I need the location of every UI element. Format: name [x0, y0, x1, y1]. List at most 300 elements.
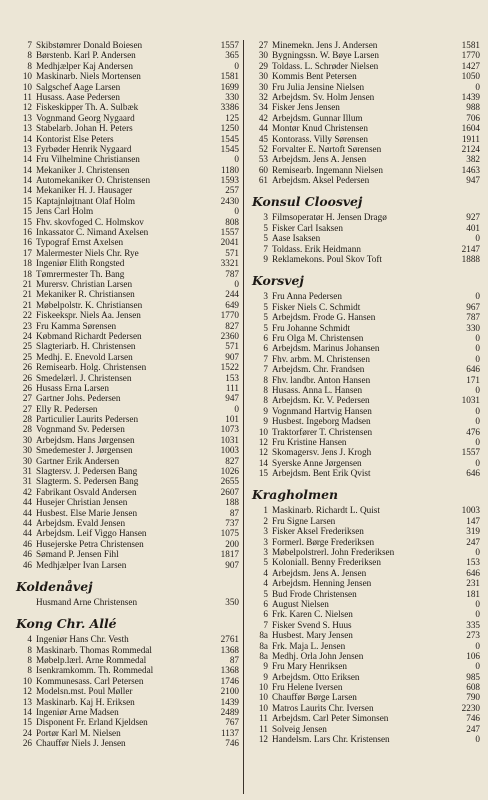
house-number: 23: [22, 320, 32, 331]
resident-name: Arbejdsm. Otto Eriksen: [272, 671, 360, 682]
directory-entry: [252, 437, 480, 447]
assessed-value: 746: [466, 713, 480, 724]
assessed-value: 3321: [220, 258, 239, 269]
assessed-value: 808: [225, 216, 239, 227]
resident-name: Traktorfører T. Christensen: [272, 426, 373, 437]
house-number: 61: [258, 175, 268, 186]
resident-name: Frk. Maja L. Jensen: [272, 640, 346, 651]
house-number: 9: [263, 405, 268, 416]
assessed-value: 0: [475, 343, 480, 354]
right-list-4: [252, 505, 480, 744]
assessed-value: 1817: [220, 549, 239, 560]
assessed-value: 1003: [461, 505, 480, 516]
directory-entry: [16, 424, 239, 434]
resident-name: Fru Julia Jensine Nielsen: [272, 81, 365, 92]
house-number: 14: [22, 154, 32, 165]
assessed-value: 787: [225, 268, 239, 279]
house-number: 7: [263, 364, 268, 375]
house-number: 42: [258, 112, 268, 123]
assessed-value: 247: [466, 536, 480, 547]
house-number: 44: [22, 528, 32, 539]
house-number: 16: [22, 227, 32, 238]
house-number: 26: [22, 738, 32, 749]
directory-entry: [16, 269, 239, 279]
house-number: 8a: [259, 640, 268, 651]
assessed-value: 1250: [220, 123, 239, 134]
resident-name: Typograf Ernst Axelsen: [36, 237, 124, 248]
resident-name: August Nielsen: [272, 598, 329, 609]
directory-entry: [252, 302, 480, 312]
house-number: 25: [22, 351, 32, 362]
assessed-value: 335: [466, 619, 480, 630]
directory-entry: [252, 134, 480, 144]
assessed-value: 2489: [220, 707, 239, 718]
assessed-value: 646: [466, 567, 480, 578]
assessed-value: 1593: [220, 175, 239, 186]
house-number: 46: [22, 538, 32, 549]
assessed-value: 1522: [220, 362, 239, 373]
assessed-value: 1439: [220, 696, 239, 707]
directory-entry: [252, 416, 480, 426]
directory-entry: [252, 144, 480, 154]
house-number: 28: [22, 424, 32, 435]
directory-entry: [252, 589, 480, 599]
directory-entry: [252, 175, 480, 185]
assessed-value: 787: [466, 312, 480, 323]
assessed-value: 1031: [220, 434, 239, 445]
directory-entry: [16, 92, 239, 102]
directory-entry: [16, 102, 239, 112]
assessed-value: 0: [475, 233, 480, 244]
directory-entry: [16, 597, 239, 607]
house-number: 30: [258, 81, 268, 92]
resident-name: Fru Olga M. Christensen: [272, 332, 364, 343]
assessed-value: 1770: [220, 310, 239, 321]
house-number: 27: [22, 393, 32, 404]
house-number: 7: [263, 619, 268, 630]
directory-entry: [16, 227, 239, 237]
assessed-value: 608: [466, 682, 480, 693]
resident-name: Automekaniker O. Christensen: [36, 175, 151, 186]
house-number: 3: [263, 526, 268, 537]
house-number: 42: [22, 486, 32, 497]
assessed-value: 247: [466, 723, 480, 734]
house-number: 31: [22, 476, 32, 487]
assessed-value: 0: [234, 403, 239, 414]
directory-entry: [252, 672, 480, 682]
resident-name: Fisker Aksel Frederiksen: [272, 526, 364, 537]
house-number: 3: [263, 291, 268, 302]
directory-entry: [252, 526, 480, 536]
resident-name: Kommunesass. Carl Petersen: [36, 675, 144, 686]
resident-name: Elly R. Pedersen: [36, 403, 98, 414]
resident-name: Malermester Niels Chr. Rye: [36, 247, 139, 258]
directory-entry: [252, 620, 480, 630]
assessed-value: 0: [475, 416, 480, 427]
assessed-value: 571: [225, 247, 239, 258]
resident-name: Arbejdsm. Aksel Pedersen: [272, 175, 370, 186]
assessed-value: 87: [229, 655, 239, 666]
house-number: 10: [22, 675, 32, 686]
resident-name: Tømrermester Th. Bang: [36, 268, 125, 279]
directory-entry: [16, 50, 239, 60]
house-number: 10: [258, 682, 268, 693]
assessed-value: 1368: [220, 665, 239, 676]
directory-entry: [252, 113, 480, 123]
resident-name: Smedelærl. J. Christensen: [36, 372, 132, 383]
directory-entry: [16, 393, 239, 403]
assessed-value: 1180: [220, 164, 239, 175]
resident-name: Arbejdsm. Bent Erik Qvist: [272, 468, 371, 479]
assessed-value: 1073: [220, 424, 239, 435]
directory-entry: [16, 414, 239, 424]
house-number: 8: [27, 60, 32, 71]
directory-entry: [16, 655, 239, 665]
assessed-value: 2147: [461, 243, 480, 254]
resident-name: Maskinarb. Richardt L. Quist: [272, 505, 380, 516]
assessed-value: 827: [225, 320, 239, 331]
assessed-value: 0: [475, 640, 480, 651]
assessed-value: 1031: [461, 395, 480, 406]
directory-entry: [16, 549, 239, 559]
assessed-value: 1050: [461, 71, 480, 82]
resident-name: Smedemester J. Jørgensen: [36, 445, 133, 456]
directory-entry: [16, 717, 239, 727]
assessed-value: 737: [225, 517, 239, 528]
assessed-value: 3386: [220, 102, 239, 113]
house-number: 11: [259, 723, 268, 734]
directory-entry: [16, 383, 239, 393]
assessed-value: 1075: [220, 528, 239, 539]
resident-name: Medhj. Orla John Jensen: [272, 650, 364, 661]
resident-name: Isenkramkomm. Th. Rommedal: [36, 665, 154, 676]
house-number: 10: [258, 426, 268, 437]
house-number: 34: [258, 102, 268, 113]
assessed-value: 1557: [220, 40, 239, 50]
house-number: 26: [22, 372, 32, 383]
assessed-value: 0: [475, 661, 480, 672]
resident-name: Husass. Anna L. Hansen: [272, 384, 363, 395]
house-number: 13: [22, 143, 32, 154]
resident-name: Jens Carl Holm: [36, 206, 94, 217]
directory-entry: [252, 323, 480, 333]
resident-name: Slagtersv. J. Pedersen Bang: [36, 466, 138, 477]
house-number: 44: [258, 123, 268, 134]
resident-name: Husbest. Ingeborg Madsen: [272, 416, 371, 427]
assessed-value: 2430: [220, 195, 239, 206]
resident-name: Husejerske Petra Christensen: [36, 538, 144, 549]
directory-entry: [252, 713, 480, 723]
assessed-value: 0: [234, 60, 239, 71]
assessed-value: 2124: [461, 143, 480, 154]
directory-entry: [16, 61, 239, 71]
resident-name: Kontorist Else Peters: [36, 133, 114, 144]
resident-name: Møbelp.lærl. Arne Rommedal: [36, 655, 147, 666]
resident-name: Maskinarb. Niels Mortensen: [36, 71, 141, 82]
resident-name: Arbejdsm. Henning Jensen: [272, 578, 372, 589]
resident-name: Portør Karl M. Nielsen: [36, 727, 121, 738]
assessed-value: 2100: [220, 686, 239, 697]
resident-name: Arbejdsm. Leif Viggo Hansen: [36, 528, 147, 539]
house-number: 8: [27, 655, 32, 666]
resident-name: Kaptajnløjtnant Olaf Holm: [36, 195, 135, 206]
house-number: 12: [258, 436, 268, 447]
resident-name: Solveig Jensen: [272, 723, 327, 734]
house-number: 32: [258, 91, 268, 102]
street-heading: Konsul Cloosvej: [252, 194, 363, 210]
resident-name: Formerl. Børge Frederiksen: [272, 536, 375, 547]
directory-entry: [252, 165, 480, 175]
resident-name: Slagterm. S. Pedersen Bang: [36, 476, 139, 487]
directory-entry: [252, 692, 480, 702]
resident-name: Fisker Carl Isaksen: [272, 222, 343, 233]
resident-name: Vognmand Georg Nygaard: [36, 112, 135, 123]
assessed-value: 1746: [220, 675, 239, 686]
resident-name: Handelsm. Lars Chr. Kristensen: [272, 734, 390, 745]
resident-name: Toldass. Erik Heidmann: [272, 243, 361, 254]
assessed-value: 257: [225, 185, 239, 196]
directory-entry: [252, 630, 480, 640]
assessed-value: 2607: [220, 486, 239, 497]
house-number: 30: [258, 71, 268, 82]
house-number: 52: [258, 143, 268, 154]
assessed-value: 1557: [461, 447, 480, 458]
house-number: 10: [22, 71, 32, 82]
house-number: 18: [22, 268, 32, 279]
house-number: 53: [258, 154, 268, 165]
directory-entry: [252, 578, 480, 588]
house-number: 9: [263, 254, 268, 265]
house-number: 1: [263, 505, 268, 516]
directory-entry: [252, 123, 480, 133]
assessed-value: 200: [225, 538, 239, 549]
resident-name: Fabrikant Osvald Andersen: [36, 486, 137, 497]
directory-entry: [16, 707, 239, 717]
house-number: 3: [263, 536, 268, 547]
house-number: 5: [263, 588, 268, 599]
directory-entry: [252, 343, 480, 353]
house-number: 8: [263, 374, 268, 385]
resident-name: Medhjælper Kaj Andersen: [36, 60, 133, 71]
right-list-3: [252, 291, 480, 478]
assessed-value: 1770: [461, 50, 480, 61]
house-number: 3: [263, 547, 268, 558]
resident-name: Gartner Johs. Pedersen: [36, 393, 121, 404]
assessed-value: 231: [466, 578, 480, 589]
assessed-value: 1911: [461, 133, 480, 144]
resident-name: Medhj. E. Enevold Larsen: [36, 351, 133, 362]
resident-name: Maskinarb. Thomas Rommedal: [36, 644, 152, 655]
house-number: 27: [258, 40, 268, 50]
directory-entry: [16, 331, 239, 341]
house-number: 12: [22, 686, 32, 697]
assessed-value: 153: [225, 372, 239, 383]
house-number: 30: [258, 50, 268, 61]
house-number: 44: [22, 497, 32, 508]
house-number: 60: [258, 164, 268, 175]
directory-entry: [16, 487, 239, 497]
directory-entry: [252, 609, 480, 619]
resident-name: Ingeniør Arne Madsen: [36, 707, 119, 718]
assessed-value: 476: [466, 426, 480, 437]
house-number: 10: [22, 81, 32, 92]
house-number: 18: [22, 258, 32, 269]
directory-entry: [252, 427, 480, 437]
resident-name: Fru Mary Henriksen: [272, 661, 348, 672]
directory-entry: [252, 599, 480, 609]
house-number: 5: [263, 312, 268, 323]
resident-name: Salgschef Aage Larsen: [36, 81, 121, 92]
house-number: 5: [263, 557, 268, 568]
directory-entry: [16, 175, 239, 185]
assessed-value: 0: [475, 405, 480, 416]
resident-name: Kommis Bent Petersen: [272, 71, 357, 82]
assessed-value: 273: [466, 630, 480, 641]
resident-name: Fyrbøder Henrik Nygaard: [36, 143, 132, 154]
house-number: 14: [22, 175, 32, 186]
assessed-value: 2041: [220, 237, 239, 248]
right-column: [244, 40, 482, 794]
house-number: 13: [22, 696, 32, 707]
left-list-1: [16, 40, 239, 570]
assessed-value: 111: [225, 382, 239, 393]
directory-entry: [252, 703, 480, 713]
resident-name: Bygningssn. W. Bøye Larsen: [272, 50, 379, 61]
house-number: 8: [27, 644, 32, 655]
resident-name: Inkassator C. Nimand Axelsen: [36, 227, 149, 238]
resident-name: Fiskeskipper Th. A. Sulbæk: [36, 102, 139, 113]
assessed-value: 330: [466, 322, 480, 333]
house-number: 30: [22, 455, 32, 466]
resident-name: Fru Johanne Schmidt: [272, 322, 351, 333]
resident-name: Kontorass. Villy Sørensen: [272, 133, 368, 144]
resident-name: Syerske Anne Jørgensen: [272, 457, 362, 468]
house-number: 26: [22, 382, 32, 393]
resident-name: Fhv. landbr. Anton Hansen: [272, 374, 371, 385]
resident-name: Fru Helene Iversen: [272, 682, 343, 693]
directory-entry: [252, 406, 480, 416]
house-number: 15: [22, 717, 32, 728]
assessed-value: 1463: [461, 164, 480, 175]
directory-entry: [16, 676, 239, 686]
house-number: 24: [22, 330, 32, 341]
resident-name: Bud Frode Christensen: [272, 588, 357, 599]
house-number: 12: [258, 447, 268, 458]
assessed-value: 319: [466, 526, 480, 537]
directory-entry: [252, 468, 480, 478]
resident-name: Husass. Aase Pedersen: [36, 91, 120, 102]
directory-entry: [16, 466, 239, 476]
assessed-value: 571: [225, 341, 239, 352]
house-number: 45: [258, 133, 268, 144]
assessed-value: 907: [225, 559, 239, 570]
directory-entry: [16, 123, 239, 133]
assessed-value: 0: [475, 457, 480, 468]
resident-name: Gartner Erik Andersen: [36, 455, 120, 466]
house-number: 21: [22, 289, 32, 300]
resident-name: Arbejdsm. Hans Jørgensen: [36, 434, 135, 445]
house-number: 5: [263, 222, 268, 233]
directory-entry: [16, 310, 239, 320]
resident-name: Montør Knud Christensen: [272, 123, 368, 134]
house-number: 28: [22, 414, 32, 425]
directory-entry: [16, 645, 239, 655]
directory-entry: [16, 697, 239, 707]
directory-entry: [252, 547, 480, 557]
house-number: 8: [263, 384, 268, 395]
resident-name: Møbelpolstr. K. Christiansen: [36, 299, 143, 310]
resident-name: Arbejdsm. Frode G. Hansen: [272, 312, 376, 323]
assessed-value: 125: [225, 112, 239, 123]
assessed-value: 0: [475, 598, 480, 609]
directory-entry: [16, 71, 239, 81]
resident-name: Fiskeekspr. Niels Aa. Jensen: [36, 310, 141, 321]
resident-name: Toldass. L. Schrøder Nielsen: [272, 60, 379, 71]
directory-entry: [252, 244, 480, 254]
house-number: 11: [259, 713, 268, 724]
assessed-value: 106: [466, 650, 480, 661]
resident-name: Fhv. skovfoged C. Holmskov: [36, 216, 144, 227]
house-number: 15: [22, 195, 32, 206]
resident-name: Matros Laurits Chr. Iversen: [272, 702, 374, 713]
resident-name: Fisker Svend S. Huus: [272, 619, 352, 630]
house-number: 6: [263, 343, 268, 354]
directory-entry: [252, 651, 480, 661]
house-number: 14: [22, 164, 32, 175]
assessed-value: 947: [466, 175, 480, 186]
house-number: 6: [263, 332, 268, 343]
directory-entry: [16, 528, 239, 538]
directory-entry: [252, 505, 480, 515]
directory-entry: [16, 560, 239, 570]
resident-name: Vognmand Sv. Pedersen: [36, 424, 125, 435]
left-list-3: [16, 634, 239, 748]
resident-name: Frk. Karen C. Nielsen: [272, 609, 353, 620]
resident-name: Chauffør Børge Larsen: [272, 692, 357, 703]
right-list-1: [252, 40, 480, 185]
house-number: 12: [22, 102, 32, 113]
resident-name: Fisker Jens Jensen: [272, 102, 340, 113]
resident-name: Fisker Niels C. Schmidt: [272, 301, 361, 312]
house-number: 21: [22, 278, 32, 289]
resident-name: Købmand Richardt Pedersen: [36, 330, 142, 341]
assessed-value: 101: [225, 414, 239, 425]
assessed-value: 767: [225, 717, 239, 728]
directory-entry: [16, 300, 239, 310]
resident-name: Fru Anna Pedersen: [272, 291, 342, 302]
resident-name: Husejer Christian Jensen: [36, 497, 128, 508]
resident-name: Fru Kristine Hansen: [272, 436, 347, 447]
directory-entry: [16, 518, 239, 528]
assessed-value: 147: [466, 515, 480, 526]
directory-entry: [252, 312, 480, 322]
directory-entry: [16, 738, 239, 748]
assessed-value: 947: [225, 393, 239, 404]
directory-entry: [16, 258, 239, 268]
assessed-value: 0: [475, 291, 480, 302]
assessed-value: 0: [234, 278, 239, 289]
assessed-value: 1699: [220, 81, 239, 92]
directory-entry: [252, 212, 480, 222]
house-number: 26: [22, 362, 32, 373]
house-number: 3: [263, 212, 268, 223]
assessed-value: 0: [475, 353, 480, 364]
resident-name: Mekaniker R. Christiansen: [36, 289, 135, 300]
assessed-value: 2230: [461, 702, 480, 713]
resident-name: Arbejdsm. Marinus Johansen: [272, 343, 380, 354]
assessed-value: 1439: [461, 91, 480, 102]
resident-name: Arbejdsm. Jens A. Jensen: [272, 567, 367, 578]
